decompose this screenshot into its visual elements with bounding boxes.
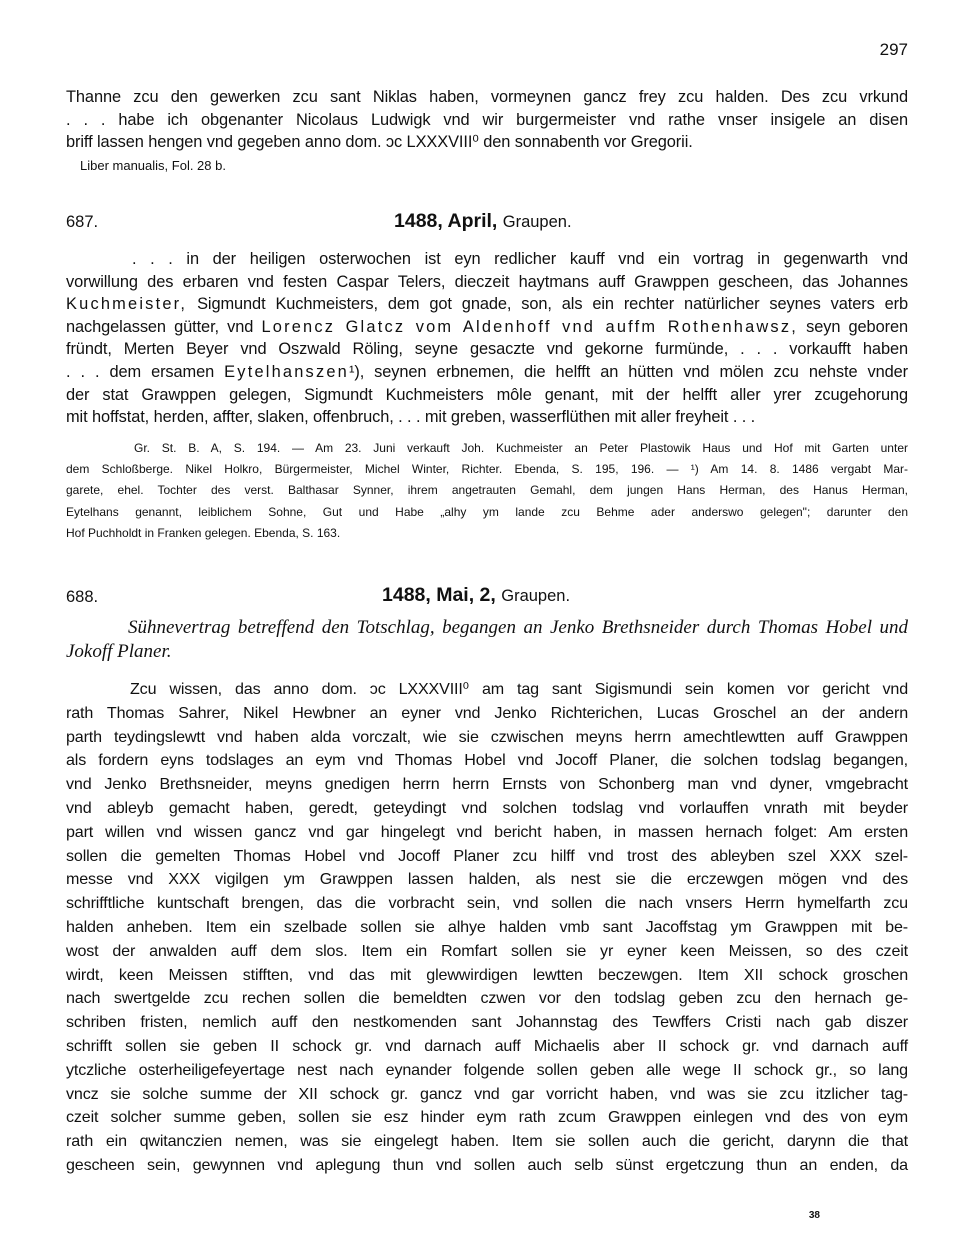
place-text: Graupen. — [502, 213, 572, 231]
entry-number: 688. — [66, 588, 99, 606]
text-line: vncz sie solche summe der XII schock gr. gancz vnd gar vorricht haben, vnd was sie zcu itzlicher tag- — [66, 1084, 908, 1103]
text-line: schrifft sollen sie geben II schock gr. vnd darnach auff Michaelis aber II schock gr. vnd darnach auff — [66, 1036, 908, 1055]
text-line: als fordern eyns todslages an eym vnd Thomas Hobel vnd Jocoff Planer, die solchen todslag begangen, — [66, 751, 908, 770]
source-reference: Liber manualis, Fol. 28 b. — [80, 157, 226, 173]
text-line — [66, 316, 908, 339]
text-line: rath ein qwitanczien nemen, was sie eingelegt haben. Item sie sollen auch die gericht, darynn die that — [66, 1132, 908, 1151]
text-line: gescheen sein, gewynnen vnd aplegung thun vnd sollen auch selb sünst ergetczung thun an enden, da — [66, 1155, 908, 1174]
text-line: fründt, Merten Beyer vnd Oszwald Röling, seyne gesaczte vnd gekorne furmünde, . . . vorkaufft haben — [66, 340, 908, 359]
page-number: 297 — [879, 40, 908, 59]
document-page — [66, 0, 908, 1245]
entry-body — [66, 678, 908, 1178]
continuation-block — [66, 86, 908, 173]
text-line: wirdt, keen Meissen stifften, vnd das mit glewwirdigen lewtten beczewgen. Item XII schock groschen — [66, 965, 908, 984]
text-line: sollen die gemelten Thomas Hobel vnd Jocoff Planer zcu hilff vnd trost des ableyben szel XXX szel- — [66, 846, 908, 865]
text-line: messe vnd XXX vigilgen ym Grawppen lassen halden, als nest sie die erczewgen mögen vnd des — [66, 870, 908, 889]
text-line: halden anheben. Item ein szelbade sollen sie alhye halden vmb sant Jacoffstag ym Grawppen mit be- — [66, 917, 908, 936]
footnote-line: Eytelhans genannt, leiblichem Sohne, Gut und Habe „alhy ym lande zcu Behme ader anderswo gelegen"; darunter den — [66, 504, 908, 519]
spaced-name: Lorencz Glatcz vom Aldenhoff vnd auffm Rothenhawsz, — [261, 317, 798, 336]
text-line: nach swertgelde zcu rechen sollen die bemeldten czwen vor den todslag geben zcu den hernach ge- — [66, 989, 908, 1008]
footnote-line: Gr. St. B. A, S. 194. — Am 23. Juni verkauft Joh. Kuchmeister an Peter Plastowik Haus und Hof mit Garten unter — [134, 441, 908, 455]
text-line: der stat Grawppen gelegen, Sigmundt Kuchmeisters môle genant, mit der helfft aller yrer zcugehorung — [66, 385, 908, 404]
regest-line: Sühnevertrag betreffend den Totschlag, begangen an Jenko Brethsneider durch Thomas Hobel und — [128, 617, 908, 638]
text-line: briff lassen hengen vnd gegeben anno dom. ɔc LXXXVIII⁰ den sonnabenth vor Gregorii. — [66, 133, 693, 152]
footnote-line: garete, ehel. Tochter des verst. Balthasar Synner, ihrem angetrauten Gemahl, dem jungen Hans Herman, des Hanus Herman, — [66, 483, 908, 498]
text-line: Zcu wissen, das anno dom. ɔc LXXXVIII⁰ am tag sant Sigismundi sein komen vor gericht vnd — [130, 680, 908, 698]
entry-number: 687. — [66, 213, 99, 231]
entry-date — [382, 584, 570, 607]
text-line — [66, 361, 908, 384]
text-run: Sigmundt Kuchmeisters, dem got gnade, son, als ein rechter natürlicher seynes vaters erb — [187, 295, 908, 314]
text-line: schriben fristen, nemlich auff den nestkomenden sant Johannstag des Tewffers Cristi nach gab diszer — [66, 1013, 908, 1032]
date-text: 1488, April, — [394, 210, 498, 232]
text-line: parth teydingslewtt vnd haben alda vorczalt, wie sie czwischen meyns herrn amechtlewtten auff Grawppen — [66, 727, 908, 746]
entry-date — [394, 210, 572, 233]
text-line: ytczliche osterheiligefeyertage nest nach eynander folgende sollen geben alle wege II schock gr., so lang — [66, 1060, 908, 1079]
regest — [66, 616, 908, 664]
text-line: czeit solcher summe geben, sollen sie esz hinder eym rath zcum Grawppen einlegen vnd des von eym — [66, 1108, 908, 1127]
footnote-line: dem Schloßberge. Nikel Holkro, Bürgermeister, Michel Winter, Richter. Ebenda, S. 195, 196. — ¹) Am 14. 8. 1486 vergabt Mar- — [66, 462, 908, 477]
text-line: vnd ableyb gemacht haben, geredt, geteydingt vnd solchen todslag vnd vorlauffen vnrath mit beyder — [66, 798, 908, 817]
text-line: vnd Jenko Brethsneider, meyns gnedigen herrn herrn Ernsts von Schonberg man vnd dyner, vmgebracht — [66, 775, 908, 794]
text-line: mit hoffstat, herden, affter, slaken, offenbruch, . . . mit greben, wasserflüthen mit aller freyheit . . . — [66, 408, 756, 427]
text-line: . . . in der heiligen osterwochen ist eyn redlicher kauff vnd ein vortrag in gegenwarth vnd — [132, 250, 908, 268]
place-text: Graupen. — [501, 587, 571, 605]
text-line: Thanne zcu den gewerken zcu sant Niklas haben, vormeynen gancz frey zcu halden. Des zcu vrkund — [66, 88, 908, 106]
spaced-name: Eytelhanszen — [224, 362, 349, 381]
signature-mark: 38 — [808, 1210, 820, 1221]
date-text: 1488, Mai, 2, — [382, 584, 496, 606]
text-line: rath Thomas Sahrer, Nikel Hewbner an eyner vnd Jenko Richterichen, Lucas Groschel an der andern — [66, 703, 908, 722]
entry-body — [66, 248, 908, 429]
text-line: . . . habe ich obgenanter Nicolaus Ludwigk vnd wir burgermeister vnd rathe vnser insigele an disen — [66, 110, 908, 129]
text-line: wost der anwalden auff dem slos. Item ein Romfart sollen sie yr eyner keen Meissen, so des czeit — [66, 941, 908, 960]
text-line: schrifftliche kuntschaft brengen, das die vorbracht sein, vnd sollen die nach vnsers Herrn hymelfarth zcu — [66, 894, 908, 913]
text-run: nachgelassen gütter, vnd — [66, 317, 262, 336]
text-run: ¹), seynen erbnemen, die helfft an hütten vnd mölen zcu nehste vnder — [348, 362, 908, 381]
regest-line: Jokoff Planer. — [66, 641, 172, 662]
text-line: vorwillung des erbaren vnd festen Caspar Telers, dieczeit haytmans auff Grawppen gescheen, das Johannes — [66, 272, 908, 291]
footnote-line: Hof Puchholdt in Franken gelegen. Ebenda, S. 163. — [66, 525, 341, 540]
text-run: seyn geboren — [797, 317, 908, 336]
text-line — [66, 293, 908, 316]
text-line: part willen vnd wissen gancz vnd gar hingelegt vnd bericht haben, in massen hernach folget: Am ersten — [66, 822, 908, 841]
footnotes — [66, 438, 908, 544]
spaced-name: Kuchmeister, — [66, 295, 188, 314]
text-run: . . . dem ersamen — [66, 362, 225, 381]
